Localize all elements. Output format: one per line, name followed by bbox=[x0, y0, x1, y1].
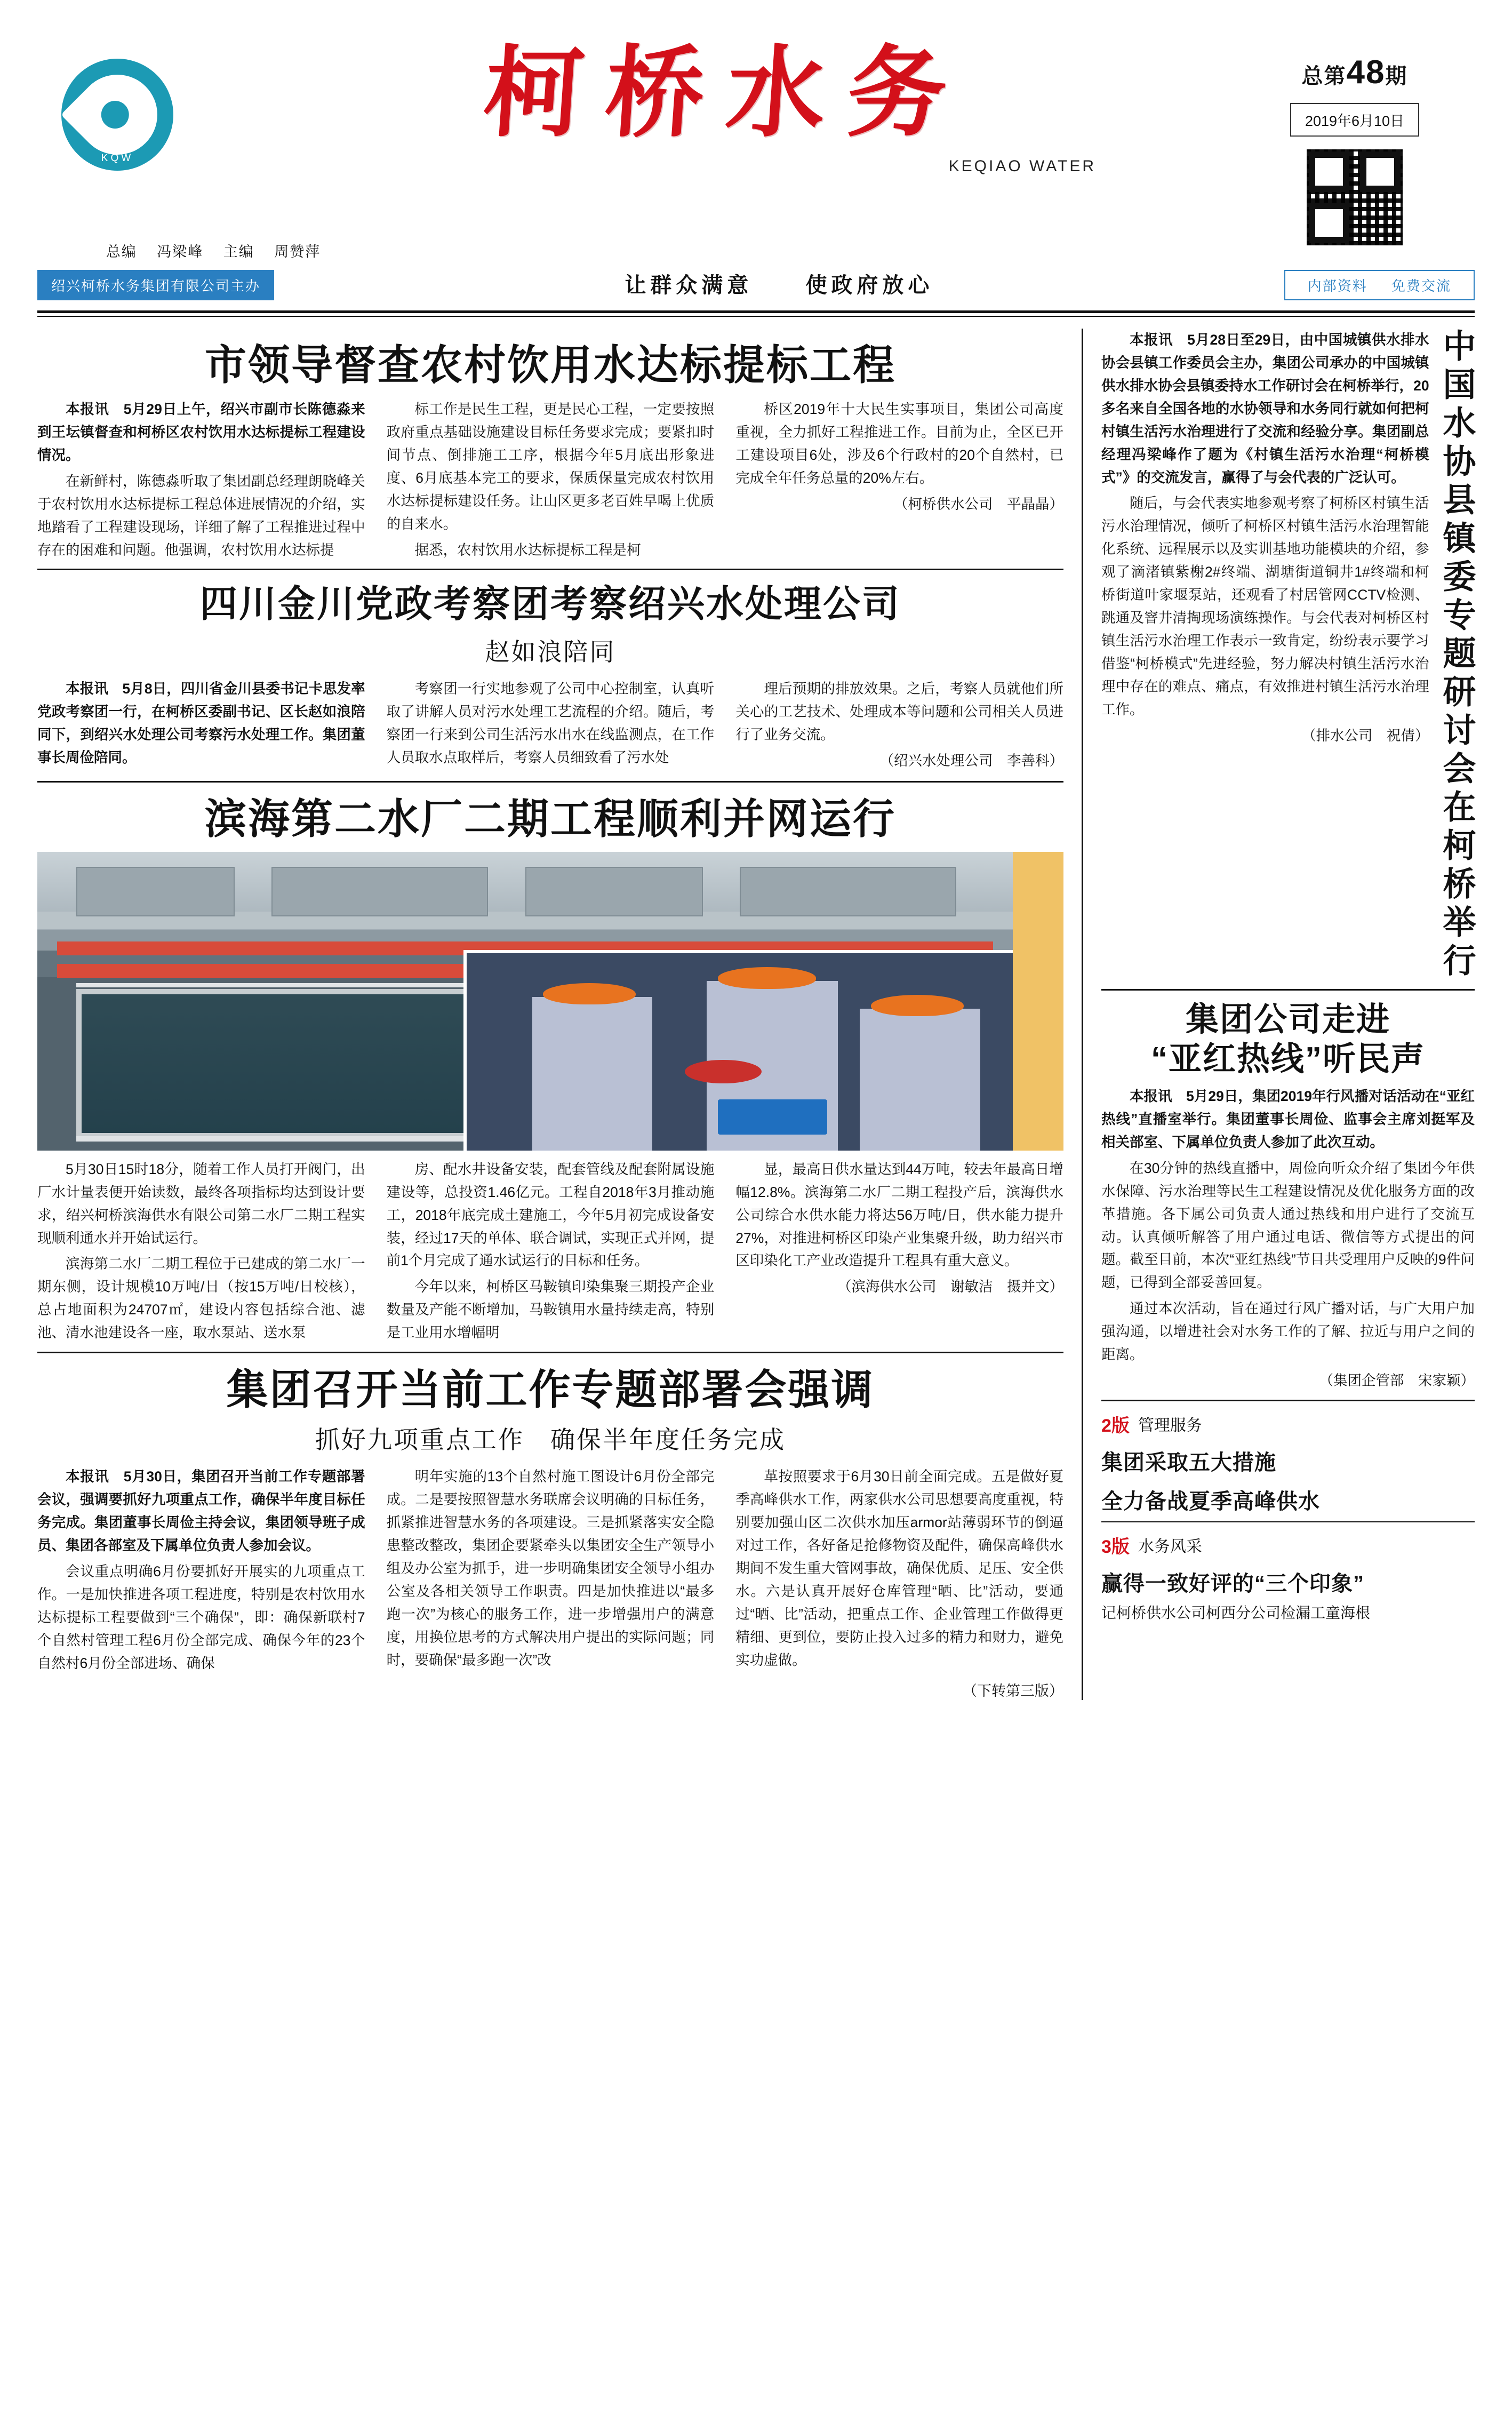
notice-1: 内部资料 bbox=[1307, 278, 1367, 294]
editor-name: 冯梁峰 bbox=[157, 244, 204, 260]
paragraph: 房、配水井设备安装，配套管线及配套附属设施建设等，总投资1.46亿元。工程自2018年3月推动施工，2018年底完成土建施工，今年5月初完成设备安装，经过17天的单体、联合调试，实现正式并网，提前1个月完成了通水试运行的目标和任务。 bbox=[386, 1161, 715, 1269]
editor-label: 总编 bbox=[106, 244, 137, 260]
article-2-body bbox=[37, 677, 1063, 773]
paragraph: 本报讯 5月8日，四川省金川县委书记卡思发率党政考察团一行，在柯桥区委副书记、区长赵如浪陪同下，到绍兴水处理公司考察污水处理工作。集团董事长周俭陪同。 bbox=[37, 681, 365, 765]
right-article-2-body bbox=[1101, 1085, 1475, 1392]
article-3-byline: （滨海供水公司 谢敏洁 摄并文） bbox=[837, 1279, 1063, 1295]
page-ref-3-sub: 记柯桥供水公司柯西分公司检漏工童海根 bbox=[1101, 1604, 1371, 1621]
page-ref-2-label: 管理服务 bbox=[1138, 1417, 1202, 1435]
article-4-subhead: 抓好九项重点工作 确保半年度任务完成 bbox=[315, 1426, 786, 1454]
paper-title-en: KEQIAO WATER bbox=[948, 157, 1096, 175]
article-4-body bbox=[37, 1465, 1063, 1675]
article-1-body bbox=[37, 398, 1063, 561]
page-ref-3-item-1[interactable]: 赢得一致好评的“三个印象” bbox=[1101, 1571, 1364, 1595]
paragraph: 本报讯 5月29日上午，绍兴市副市长陈德淼来到王坛镇督查和柯桥区农村饮用水达标提标工程建设情况。 bbox=[37, 401, 365, 463]
issue-number: 48 bbox=[1346, 54, 1386, 91]
right-article-1 bbox=[1101, 329, 1475, 981]
article-3-photos bbox=[37, 852, 1063, 1151]
right-article-1-byline: （排水公司 祝倩） bbox=[1302, 727, 1429, 744]
paragraph: 明年实施的13个自然村施工图设计6月份全部完成。二是要按照智慧水务联席会议明确的目标任务，抓紧推进智慧水务的各项建设。三是抓紧落实安全隐患整改整改，集团企要紧牵头以集团安全生产领导小组及办公室为抓手，进一步明确集团安全领导小组办公室及各相关领导工作职责。四是加快推进以“最多跑一次”为核心的服务工作，进一步增强用户的满意度，用换位思考的方式解决用户提出的实际问题；同时，要确保“最多跑一次”改 bbox=[386, 1469, 715, 1668]
water-drop-icon bbox=[61, 59, 173, 171]
article-4-continued: （下转第三版） bbox=[963, 1682, 1063, 1699]
left-column bbox=[37, 329, 1082, 1700]
page-ref-2[interactable] bbox=[1101, 1411, 1475, 1437]
article-2-byline: （绍兴水处理公司 李善科） bbox=[879, 752, 1063, 769]
paragraph: 滨海第二水厂二期工程位于已建成的第二水厂一期东侧，设计规模10万吨/日（按15万吨/日校核），总占地面积为24707㎡，建设内容包括综合池、滤池、清水池建设各一座，取水泵站、送水泵 bbox=[37, 1256, 365, 1341]
page-ref-3[interactable] bbox=[1101, 1532, 1475, 1558]
qr-code-icon[interactable] bbox=[1307, 149, 1403, 245]
logo-text: KQW bbox=[101, 153, 134, 164]
right-article-1-body bbox=[1101, 329, 1429, 981]
notice-box bbox=[1284, 270, 1475, 300]
issue-prefix: 总第 bbox=[1301, 65, 1347, 88]
title-block bbox=[197, 34, 1235, 175]
paper-title-cn: 柯桥水务 bbox=[480, 34, 973, 150]
article-3-headline: 滨海第二水厂二期工程顺利并网运行 bbox=[204, 795, 896, 842]
page-ref-3-label: 水务风采 bbox=[1138, 1538, 1202, 1556]
photo-water-plant bbox=[37, 852, 1013, 1151]
photo-accent-bar bbox=[1013, 852, 1063, 1151]
paragraph: 通过本次活动，旨在通过行风广播对话，与广大用户加强沟通，以增进社会对水务工作的了解、拉近与用户之间的距离。 bbox=[1101, 1300, 1475, 1363]
slogan-1: 让群众满意 bbox=[625, 274, 753, 297]
slogan-2: 使政府放心 bbox=[805, 274, 934, 297]
paragraph: 标工作是民生工程，更是民心工程，一定要按照政府重点基础设施建设目标任务要求完成；要紧扣时间节点、倒排施工工序，根据今年5月底出形象进度、6月底基本完工的要求，保质保量完成农村饮用水达标提标建设任务。让山区更多老百姓早喝上优质的自来水。 bbox=[386, 401, 715, 532]
page-ref-2-item-1[interactable]: 集团采取五大措施 bbox=[1101, 1450, 1276, 1474]
page-ref-3-number: 3版 bbox=[1101, 1536, 1130, 1557]
masthead-rule bbox=[37, 310, 1475, 313]
page-ref-2-number: 2版 bbox=[1101, 1415, 1130, 1436]
right-article-2-headline-line1: 集团公司走进 bbox=[1185, 1001, 1390, 1038]
paragraph: 5月30日15时18分，随着工作人员打开阀门，出厂水计量表便开始读数，最终各项指标均达到设计要求，绍兴柯桥滨海供水有限公司第二水厂二期工程实现顺利通水并开始试运行。 bbox=[37, 1161, 365, 1246]
photo-workers bbox=[463, 950, 1013, 1151]
paragraph: 理后预期的排放效果。之后，考察人员就他们所关心的工艺技术、处理成本等问题和公司相关人员进行了业务交流。 bbox=[735, 681, 1063, 743]
paragraph: 本报讯 5月28日至29日，由中国城镇供水排水协会县镇工作委员会主办，集团公司承办的中国城镇供水排水协会县镇委持水工作研讨会在柯桥举行，20多名来自全国各地的水协领导和水务同行就如何把柯村镇生活污水治理进行了交流和经验分享。集团副总经理冯梁峰作了题为《村镇生活污水治理“柯桥模式”》的交流发言，赢得了与会代表的广泛认可。 bbox=[1101, 332, 1429, 485]
chief-label: 主编 bbox=[223, 244, 254, 260]
slogan bbox=[389, 258, 1235, 261]
issue-line bbox=[1235, 53, 1475, 91]
slogan-text bbox=[274, 268, 1284, 302]
notice-2: 免费交流 bbox=[1391, 278, 1451, 294]
paragraph: 显，最高日供水量达到44万吨，较去年最高日增幅12.8%。滨海第二水厂二期工程投产后，滨海供水公司综合水供水能力将达56万吨/日，供水能力提升27%，对推进柯桥区印染产业集聚升级，助力绍兴市区印染化工产业改造提升工程具有重大意义。 bbox=[735, 1161, 1063, 1269]
masthead bbox=[37, 0, 1475, 245]
paragraph: 会议重点明确6月份要抓好开展实的九项重点工作。一是加快推进各项工程进度，特别是农村饮用水达标提标工程要做到“三个确保”，即：确保新联村7个自然村管理工程6月份全部完成、确保今年的23个自然村6月份全部进场、确保 bbox=[37, 1563, 365, 1671]
body-grid bbox=[37, 329, 1475, 1700]
issue-block bbox=[1235, 37, 1475, 245]
paragraph: 考察团一行实地参观了公司中心控制室，认真听取了讲解人员对污水处理工艺流程的介绍。随后，考察团一行来到公司生活污水出水在线监测点，在工作人员取水点取样后，考察人员细致看了污水处 bbox=[386, 681, 715, 765]
right-article-1-headline: 中国水协县镇委专题研讨会在柯桥举行 bbox=[1438, 329, 1475, 981]
chief-name: 周赞萍 bbox=[274, 244, 321, 260]
logo bbox=[37, 37, 197, 171]
sponsor-bar-row bbox=[37, 268, 1475, 302]
article-4-headline: 集团召开当前工作专题部署会强调 bbox=[226, 1366, 875, 1414]
article-1-byline: （柯桥供水公司 平晶晶） bbox=[893, 496, 1063, 512]
paragraph: 本报讯 5月30日，集团召开当前工作专题部署会议，强调要抓好九项重点工作，确保半年度目标任务完成。集团董事长周俭主持会议，集团领导班子成员、集团各部室及下属单位负责人参加会议。 bbox=[37, 1469, 365, 1553]
paragraph: 随后，与会代表实地参观考察了柯桥区村镇生活污水治理情况，倾听了柯桥区村镇生活污水治理智能化系统、远程展示以及实训基地功能模块的介绍，参观了滴渚镇紫榭2#终端、湖塘街道铜井1#终端和柯桥街道叶家堰泵站，还观看了村居管网CCTV检测、跳通及窨井清掏现场演练操作。与会代表对柯桥区村镇生活污水治理工作表示一致肯定，纷纷表示要学习借鉴“柯桥模式”先进经验，努力解决村镇生活污水治理中存在的难点、痛点，有效推进村镇生活污水治理工作。 bbox=[1101, 495, 1429, 717]
paragraph: 据悉，农村饮用水达标提标工程是柯 bbox=[414, 541, 641, 558]
paragraph: 今年以来，柯桥区马鞍镇印染集聚三期投产企业数量及产能不断增加，马鞍镇用水量持续走高，特别是工业用水增幅明 bbox=[386, 1279, 715, 1341]
right-article-2-headline-line2: “亚红热线”听民声 bbox=[1150, 1040, 1425, 1078]
right-article-2-byline: （集团企管部 宋家颖） bbox=[1319, 1372, 1475, 1389]
issue-suffix: 期 bbox=[1385, 65, 1408, 88]
paragraph: 在30分钟的热线直播中，周俭向听众介绍了集团今年供水保障、污水治理等民生工程建设情况及优化服务方面的改革措施。各下属公司负责人通过热线和用户进行了交流互动。认真倾听解答了用户通过电话、微信等方式提出的问题。截至目前，本次“亚红热线”节目共受理用户反映的9件问题，已得到全部妥善回复。 bbox=[1101, 1160, 1475, 1291]
paragraph: 在新鲜村，陈德淼听取了集团副总经理朗晓峰关于农村饮用水达标提标工程总体进展情况的介绍，实地踏看了工程建设现场，详细了解了工程推进过程中存在的困难和问题。他强调，农村饮用水达标提 bbox=[37, 473, 365, 558]
sponsor-bar: 绍兴柯桥水务集团有限公司主办 bbox=[37, 270, 274, 300]
issue-date: 2019年6月10日 bbox=[1290, 103, 1419, 137]
article-2-subhead: 赵如浪陪同 bbox=[485, 638, 616, 666]
paragraph: 桥区2019年十大民生实事项目，集团公司高度重视，全力抓好工程推进工作。目前为止，全区已开工建设项目6处，涉及6个行政村的20个自然村，已完成全年任务总量的20%左右。 bbox=[735, 401, 1063, 486]
page-ref-2-item-2[interactable]: 全力备战夏季高峰供水 bbox=[1101, 1489, 1320, 1513]
right-column bbox=[1082, 329, 1475, 1700]
article-3-body bbox=[37, 1158, 1063, 1344]
paragraph: 本报讯 5月29日，集团2019年行风播对话活动在“亚红热线”直播室举行。集团董事长周俭、监事会主席刘挺军及相关部室、下属单位负责人参加了此次互动。 bbox=[1101, 1088, 1475, 1150]
paragraph: 革按照要求于6月30日前全面完成。五是做好夏季高峰供水工作，两家供水公司思想要高度重视，特别要加强山区二次供水加压armor站薄弱环节的倒逼对过工作，各好备足抢修物资及配件，确保高峰供水期间不发生重大管网事故，确保优质、足压、安全供水。六是认真开展好仓库管理“晒、比”活动，要通过“晒、比”活动，把重点工作、企业管理工作做得更精细、更到位，要防止投入过多的精力和财力，避免实功虚做。 bbox=[735, 1469, 1063, 1668]
article-2-headline: 四川金川党政考察团考察绍兴水处理公司 bbox=[200, 583, 901, 625]
article-1-headline: 市领导督查农村饮用水达标提标工程 bbox=[204, 341, 896, 388]
